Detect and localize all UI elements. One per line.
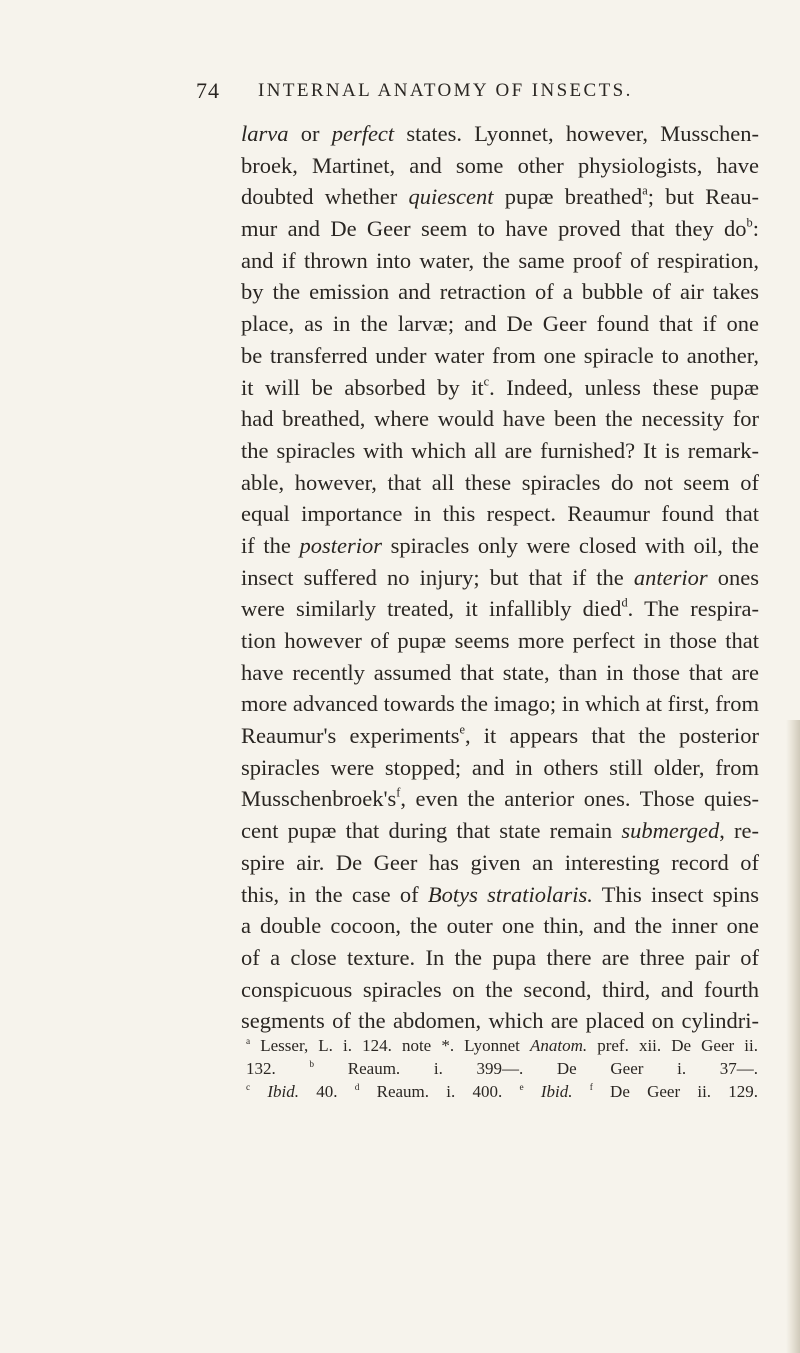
text-line bbox=[241, 308, 759, 340]
reference-mark: a bbox=[246, 1037, 251, 1047]
text-run: conspicuous spiracles on the second, third, and fourth bbox=[241, 976, 759, 1002]
text-line bbox=[241, 403, 759, 435]
footnote-line bbox=[246, 1034, 758, 1057]
reference-mark: b bbox=[746, 215, 753, 230]
text-run: this, in the case of bbox=[241, 881, 428, 907]
italic-text: quiescent bbox=[408, 184, 494, 210]
text-run: spiracles only were closed with oil, the bbox=[381, 532, 760, 558]
text-run: had breathed, where would have been the necessity for bbox=[241, 406, 759, 432]
text-run: pref. xii. De Geer ii. bbox=[587, 1036, 758, 1055]
text-run: tion however of pupæ seems more perfect in those that bbox=[241, 628, 759, 653]
text-run: De Geer ii. 129. bbox=[592, 1082, 759, 1101]
text-run: pupæ breathed bbox=[493, 184, 643, 210]
text-run: insect suffered no injury; but that if the bbox=[241, 564, 634, 590]
text-run: the spiracles with which all are furnished? It is remark- bbox=[241, 437, 759, 463]
text-run: were similarly treated, it infallibly died bbox=[241, 596, 622, 622]
text-line bbox=[241, 783, 759, 815]
text-line bbox=[241, 593, 759, 625]
text-run: mur and De Geer seem to have proved that they do bbox=[241, 216, 747, 242]
page-number: 74 bbox=[196, 78, 220, 103]
text-line bbox=[241, 910, 759, 942]
page-edge-shadow bbox=[786, 720, 800, 1353]
text-line bbox=[241, 118, 759, 150]
text-run: place, as in the larvæ; and De Geer found that if one bbox=[241, 311, 759, 337]
text-run: a double cocoon, the outer one thin, and the inner one bbox=[241, 913, 759, 939]
reference-mark: d bbox=[354, 1083, 360, 1093]
text-line bbox=[241, 657, 759, 689]
text-line bbox=[241, 181, 759, 213]
reference-mark: d bbox=[621, 596, 628, 611]
running-title: INTERNAL ANATOMY OF INSECTS. bbox=[258, 80, 633, 101]
text-run bbox=[524, 1082, 541, 1101]
text-run: segments of the abdomen, which are placed on cylindri- bbox=[241, 1008, 759, 1034]
text-run: states. Lyonnet, however, Musschen- bbox=[394, 121, 759, 146]
text-run: Reaum. i. 399—. De Geer i. 37—. bbox=[314, 1059, 758, 1078]
text-run: Lesser, L. i. 124. note *. Lyonnet bbox=[250, 1036, 530, 1055]
italic-text: submerged bbox=[621, 818, 720, 844]
reference-mark: f bbox=[396, 786, 401, 801]
reference-mark: b bbox=[309, 1060, 315, 1070]
text-run: or bbox=[288, 121, 332, 146]
text-line bbox=[241, 530, 759, 562]
text-line bbox=[241, 340, 759, 372]
text-run: of a close texture. In the pupa there are three pair of bbox=[241, 944, 759, 970]
text-run: This insect spins bbox=[592, 881, 759, 907]
text-run: Reaumur's experiments bbox=[241, 723, 460, 749]
text-line bbox=[241, 847, 759, 879]
italic-text: posterior bbox=[299, 532, 382, 558]
italic-text: Botys stratiolaris. bbox=[427, 881, 593, 907]
text-run: Musschenbroek's bbox=[241, 786, 397, 812]
text-line bbox=[241, 974, 759, 1006]
text-run: . Indeed, unless these pupæ bbox=[489, 374, 759, 400]
reference-mark: e bbox=[519, 1083, 524, 1093]
text-run bbox=[572, 1082, 589, 1101]
text-run: broek, Martinet, and some other physiologists, have bbox=[241, 152, 759, 178]
text-run: , it appears that the posterior bbox=[464, 723, 759, 749]
text-line bbox=[241, 245, 759, 277]
text-line bbox=[241, 1005, 759, 1037]
text-line bbox=[241, 720, 759, 752]
reference-mark: e bbox=[459, 722, 465, 737]
text-run: 40. bbox=[299, 1082, 355, 1101]
text-run: more advanced towards the imago; in which at first, from bbox=[241, 691, 759, 717]
reference-mark: c bbox=[483, 374, 490, 389]
body-text bbox=[241, 118, 759, 1037]
text-line bbox=[241, 276, 759, 308]
reference-mark: c bbox=[246, 1083, 251, 1093]
text-line bbox=[241, 942, 759, 974]
text-run: able, however, that all these spiracles do not seem of bbox=[241, 469, 759, 495]
text-line bbox=[241, 815, 759, 847]
text-line bbox=[241, 752, 759, 784]
text-run: by the emission and retraction of a bubble of air takes bbox=[241, 279, 759, 305]
text-run: be transferred under water from one spiracle to another, bbox=[241, 342, 759, 368]
text-run: spire air. De Geer has given an interesting record of bbox=[241, 849, 759, 875]
text-line bbox=[241, 372, 759, 404]
italic-text: Ibid. bbox=[267, 1082, 300, 1101]
reference-mark: f bbox=[589, 1083, 593, 1093]
footnote-line bbox=[246, 1080, 758, 1103]
text-line bbox=[241, 498, 759, 530]
text-run bbox=[250, 1082, 267, 1101]
italic-text: larva bbox=[241, 121, 289, 146]
reference-mark: a bbox=[642, 184, 648, 199]
text-run: spiracles were stopped; and in others still older, from bbox=[241, 754, 759, 780]
text-run: 132. bbox=[246, 1059, 310, 1078]
text-run: if the bbox=[241, 532, 300, 558]
text-line bbox=[241, 435, 759, 467]
text-line bbox=[241, 467, 759, 499]
text-run: and if thrown into water, the same proof of respiration, bbox=[241, 247, 759, 273]
italic-text: perfect bbox=[331, 121, 395, 146]
text-line bbox=[241, 879, 759, 911]
footnotes bbox=[246, 1034, 758, 1103]
page-header bbox=[196, 78, 756, 108]
text-run: ones bbox=[707, 564, 759, 590]
text-run: : bbox=[752, 216, 759, 242]
text-line bbox=[241, 213, 759, 245]
text-run: . The respira- bbox=[627, 596, 759, 622]
text-line bbox=[241, 150, 759, 182]
text-run: Reaum. i. 400. bbox=[359, 1082, 520, 1101]
text-run: doubted whether bbox=[241, 184, 409, 210]
text-run: , re- bbox=[719, 818, 759, 844]
text-run: ; but Reau- bbox=[647, 184, 759, 210]
text-run: have recently assumed that state, than in those that are bbox=[241, 659, 759, 685]
text-run: equal importance in this respect. Reaumur found that bbox=[241, 501, 759, 527]
text-line bbox=[241, 625, 759, 657]
text-run: , even the anterior ones. Those quies- bbox=[400, 786, 759, 812]
footnote-line bbox=[246, 1057, 758, 1080]
text-line bbox=[241, 688, 759, 720]
text-run: cent pupæ that during that state remain bbox=[241, 818, 622, 844]
text-line bbox=[241, 562, 759, 594]
italic-text: Anatom. bbox=[529, 1036, 588, 1055]
italic-text: anterior bbox=[633, 564, 708, 590]
text-run: it will be absorbed by it bbox=[241, 374, 484, 400]
italic-text: Ibid. bbox=[540, 1082, 573, 1101]
